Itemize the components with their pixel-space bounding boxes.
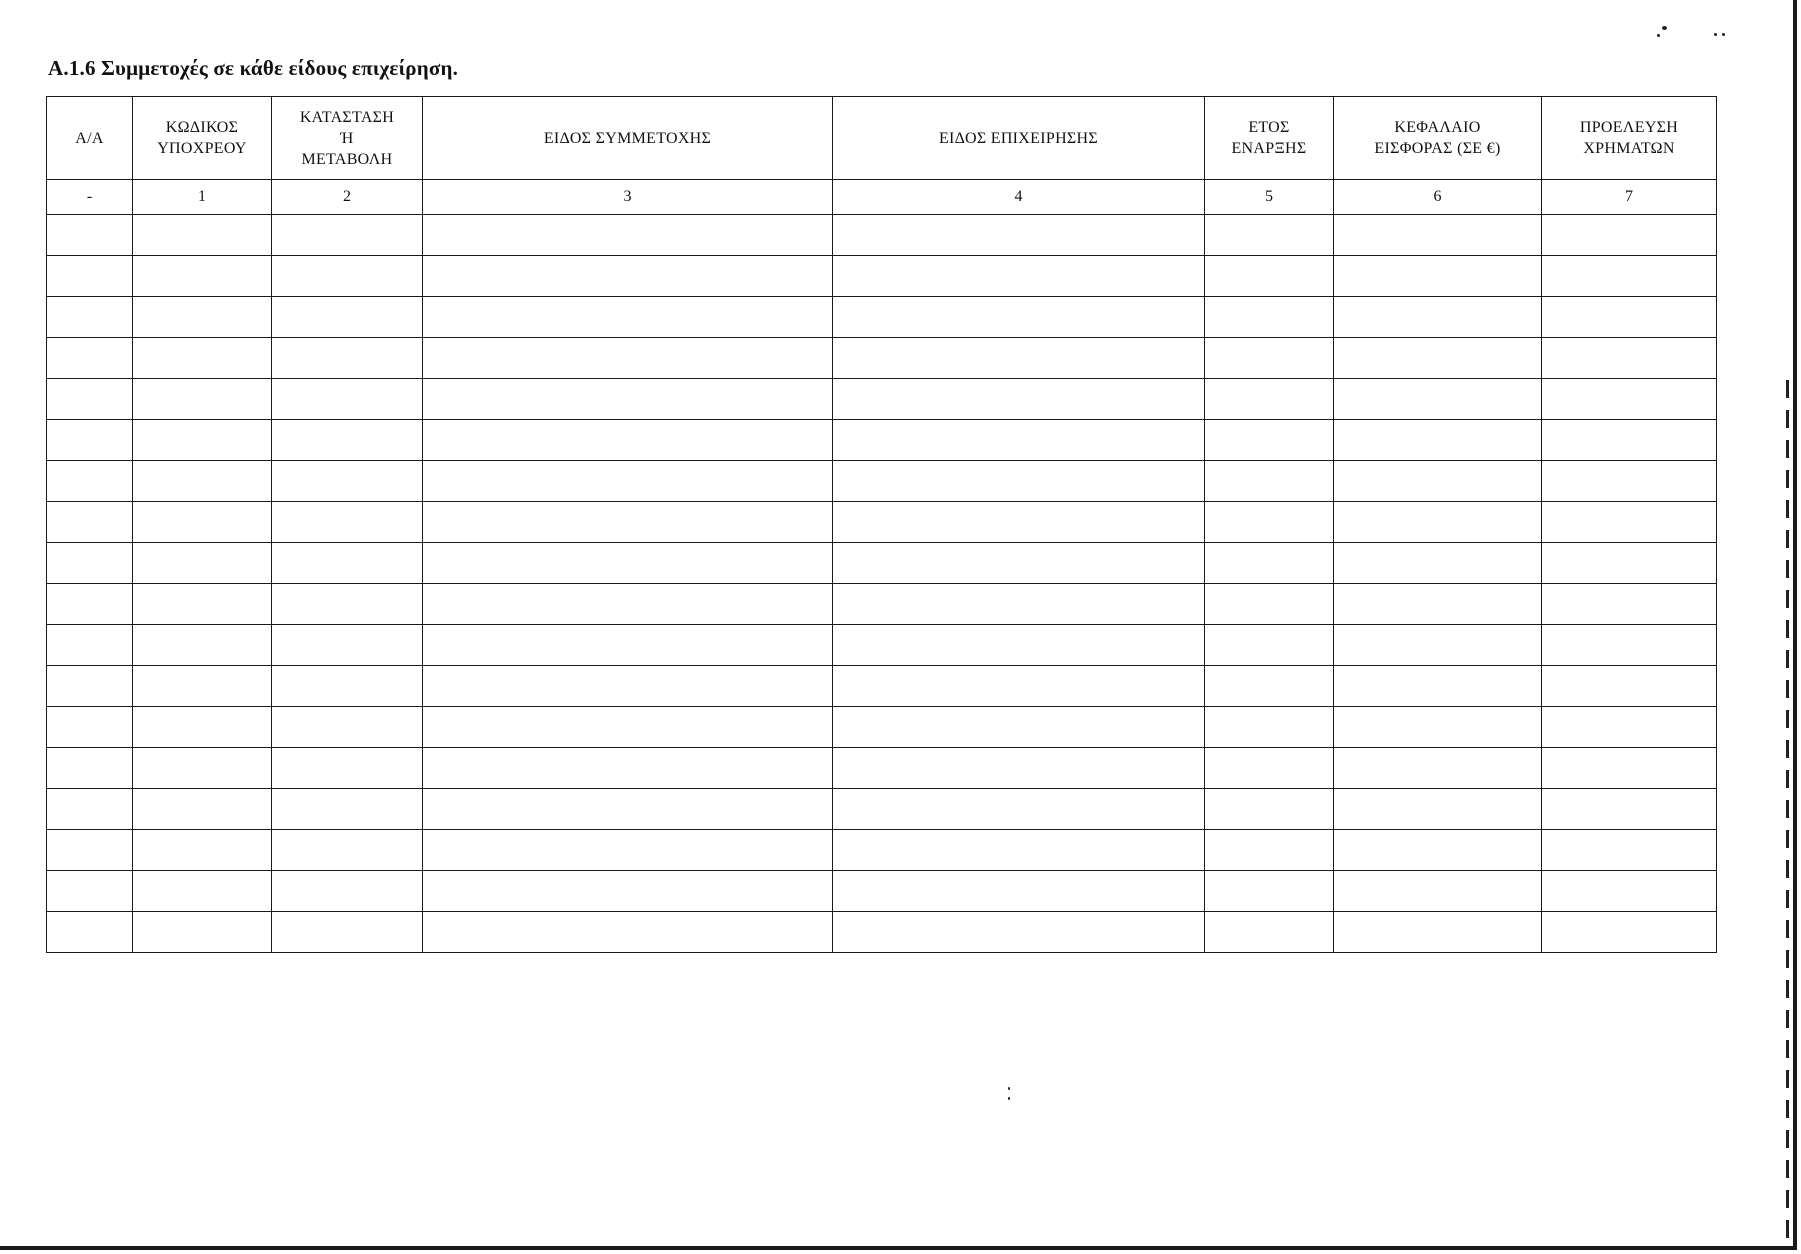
start-year-cell[interactable] bbox=[1205, 789, 1334, 830]
start-year-cell[interactable] bbox=[1205, 420, 1334, 461]
status-cell[interactable] bbox=[272, 830, 423, 871]
business-type-cell[interactable] bbox=[833, 912, 1205, 953]
aa-cell[interactable] bbox=[47, 912, 133, 953]
column-number: 1 bbox=[133, 180, 272, 215]
obligor-code-cell[interactable] bbox=[133, 461, 272, 502]
obligor-code-cell[interactable] bbox=[133, 584, 272, 625]
business-type-cell[interactable] bbox=[833, 584, 1205, 625]
start-year-cell[interactable] bbox=[1205, 215, 1334, 256]
table-row bbox=[47, 625, 1717, 666]
table-row bbox=[47, 338, 1717, 379]
status-cell[interactable] bbox=[272, 789, 423, 830]
business-type-cell[interactable] bbox=[833, 502, 1205, 543]
table-row bbox=[47, 666, 1717, 707]
column-header-contribution-capital: ΚΕΦΑΛΑΙΟ ΕΙΣΦΟΡΑΣ (ΣΕ €) bbox=[1334, 97, 1542, 180]
funds-origin-cell[interactable] bbox=[1542, 297, 1717, 338]
contribution-capital-cell[interactable] bbox=[1334, 830, 1542, 871]
start-year-cell[interactable] bbox=[1205, 830, 1334, 871]
table-row bbox=[47, 912, 1717, 953]
scan-speck bbox=[1722, 33, 1725, 36]
funds-origin-cell[interactable] bbox=[1542, 830, 1717, 871]
contribution-capital-cell[interactable] bbox=[1334, 297, 1542, 338]
participation-type-cell[interactable] bbox=[423, 625, 833, 666]
obligor-code-cell[interactable] bbox=[133, 256, 272, 297]
funds-origin-cell[interactable] bbox=[1542, 707, 1717, 748]
scan-speck bbox=[1657, 34, 1660, 37]
obligor-code-cell[interactable] bbox=[133, 871, 272, 912]
contribution-capital-cell[interactable] bbox=[1334, 338, 1542, 379]
status-cell[interactable] bbox=[272, 461, 423, 502]
scan-speck bbox=[1008, 1097, 1010, 1100]
funds-origin-cell[interactable] bbox=[1542, 789, 1717, 830]
aa-cell[interactable] bbox=[47, 215, 133, 256]
business-type-cell[interactable] bbox=[833, 420, 1205, 461]
column-header-participation-type: ΕΙΔΟΣ ΣΥΜΜΕΤΟΧΗΣ bbox=[423, 97, 833, 180]
status-cell[interactable] bbox=[272, 297, 423, 338]
contribution-capital-cell[interactable] bbox=[1334, 256, 1542, 297]
start-year-cell[interactable] bbox=[1205, 707, 1334, 748]
obligor-code-cell[interactable] bbox=[133, 666, 272, 707]
contribution-capital-cell[interactable] bbox=[1334, 912, 1542, 953]
start-year-cell[interactable] bbox=[1205, 871, 1334, 912]
obligor-code-cell[interactable] bbox=[133, 625, 272, 666]
status-cell[interactable] bbox=[272, 338, 423, 379]
start-year-cell[interactable] bbox=[1205, 256, 1334, 297]
participation-type-cell[interactable] bbox=[423, 789, 833, 830]
contribution-capital-cell[interactable] bbox=[1334, 707, 1542, 748]
funds-origin-cell[interactable] bbox=[1542, 625, 1717, 666]
status-cell[interactable] bbox=[272, 215, 423, 256]
participation-type-cell[interactable] bbox=[423, 584, 833, 625]
start-year-cell[interactable] bbox=[1205, 338, 1334, 379]
column-number: 6 bbox=[1334, 180, 1542, 215]
contribution-capital-cell[interactable] bbox=[1334, 625, 1542, 666]
business-type-cell[interactable] bbox=[833, 625, 1205, 666]
table-row bbox=[47, 543, 1717, 584]
business-type-cell[interactable] bbox=[833, 707, 1205, 748]
business-type-cell[interactable] bbox=[833, 666, 1205, 707]
participation-type-cell[interactable] bbox=[423, 912, 833, 953]
status-cell[interactable] bbox=[272, 502, 423, 543]
aa-cell[interactable] bbox=[47, 789, 133, 830]
business-type-cell[interactable] bbox=[833, 256, 1205, 297]
table-row bbox=[47, 461, 1717, 502]
start-year-cell[interactable] bbox=[1205, 584, 1334, 625]
table-row bbox=[47, 256, 1717, 297]
business-type-cell[interactable] bbox=[833, 297, 1205, 338]
aa-cell[interactable] bbox=[47, 461, 133, 502]
status-cell[interactable] bbox=[272, 912, 423, 953]
scan-speck bbox=[1714, 33, 1717, 36]
participation-type-cell[interactable] bbox=[423, 297, 833, 338]
business-type-cell[interactable] bbox=[833, 543, 1205, 584]
scan-speck bbox=[1008, 1087, 1010, 1090]
column-header-aa: Α/Α bbox=[47, 97, 133, 180]
business-type-cell[interactable] bbox=[833, 461, 1205, 502]
business-type-cell[interactable] bbox=[833, 215, 1205, 256]
column-number: 4 bbox=[833, 180, 1205, 215]
status-cell[interactable] bbox=[272, 379, 423, 420]
contribution-capital-cell[interactable] bbox=[1334, 789, 1542, 830]
table-row bbox=[47, 502, 1717, 543]
start-year-cell[interactable] bbox=[1205, 543, 1334, 584]
status-cell[interactable] bbox=[272, 748, 423, 789]
column-number: - bbox=[47, 180, 133, 215]
contribution-capital-cell[interactable] bbox=[1334, 584, 1542, 625]
participation-type-cell[interactable] bbox=[423, 830, 833, 871]
business-type-cell[interactable] bbox=[833, 379, 1205, 420]
contribution-capital-cell[interactable] bbox=[1334, 871, 1542, 912]
aa-cell[interactable] bbox=[47, 379, 133, 420]
obligor-code-cell[interactable] bbox=[133, 379, 272, 420]
participation-type-cell[interactable] bbox=[423, 748, 833, 789]
start-year-cell[interactable] bbox=[1205, 297, 1334, 338]
obligor-code-cell[interactable] bbox=[133, 830, 272, 871]
aa-cell[interactable] bbox=[47, 625, 133, 666]
funds-origin-cell[interactable] bbox=[1542, 871, 1717, 912]
obligor-code-cell[interactable] bbox=[133, 543, 272, 584]
obligor-code-cell[interactable] bbox=[133, 707, 272, 748]
aa-cell[interactable] bbox=[47, 543, 133, 584]
business-type-cell[interactable] bbox=[833, 871, 1205, 912]
participation-type-cell[interactable] bbox=[423, 256, 833, 297]
status-cell[interactable] bbox=[272, 707, 423, 748]
aa-cell[interactable] bbox=[47, 748, 133, 789]
start-year-cell[interactable] bbox=[1205, 502, 1334, 543]
scan-edge-marks bbox=[1786, 380, 1789, 1240]
obligor-code-cell[interactable] bbox=[133, 748, 272, 789]
status-cell[interactable] bbox=[272, 666, 423, 707]
funds-origin-cell[interactable] bbox=[1542, 666, 1717, 707]
funds-origin-cell[interactable] bbox=[1542, 502, 1717, 543]
table-row bbox=[47, 707, 1717, 748]
contribution-capital-cell[interactable] bbox=[1334, 502, 1542, 543]
business-type-cell[interactable] bbox=[833, 830, 1205, 871]
table-row bbox=[47, 215, 1717, 256]
aa-cell[interactable] bbox=[47, 871, 133, 912]
participation-type-cell[interactable] bbox=[423, 461, 833, 502]
status-cell[interactable] bbox=[272, 625, 423, 666]
column-header-obligor-code: ΚΩΔΙΚΟΣ ΥΠΟΧΡΕΟΥ bbox=[133, 97, 272, 180]
aa-cell[interactable] bbox=[47, 666, 133, 707]
table-row bbox=[47, 748, 1717, 789]
scan-speck bbox=[1662, 26, 1667, 30]
start-year-cell[interactable] bbox=[1205, 379, 1334, 420]
participation-type-cell[interactable] bbox=[423, 543, 833, 584]
business-type-cell[interactable] bbox=[833, 789, 1205, 830]
participation-type-cell[interactable] bbox=[423, 666, 833, 707]
column-header-start-year: ΕΤΟΣ ΕΝΑΡΞΗΣ bbox=[1205, 97, 1334, 180]
status-cell[interactable] bbox=[272, 543, 423, 584]
participation-type-cell[interactable] bbox=[423, 871, 833, 912]
participations-table bbox=[46, 96, 1717, 953]
obligor-code-cell[interactable] bbox=[133, 420, 272, 461]
status-cell[interactable] bbox=[272, 420, 423, 461]
obligor-code-cell[interactable] bbox=[133, 502, 272, 543]
obligor-code-cell[interactable] bbox=[133, 215, 272, 256]
column-number: 3 bbox=[423, 180, 833, 215]
business-type-cell[interactable] bbox=[833, 338, 1205, 379]
aa-cell[interactable] bbox=[47, 420, 133, 461]
participation-type-cell[interactable] bbox=[423, 215, 833, 256]
funds-origin-cell[interactable] bbox=[1542, 256, 1717, 297]
obligor-code-cell[interactable] bbox=[133, 789, 272, 830]
funds-origin-cell[interactable] bbox=[1542, 338, 1717, 379]
funds-origin-cell[interactable] bbox=[1542, 215, 1717, 256]
contribution-capital-cell[interactable] bbox=[1334, 461, 1542, 502]
participation-type-cell[interactable] bbox=[423, 502, 833, 543]
status-cell[interactable] bbox=[272, 256, 423, 297]
contribution-capital-cell[interactable] bbox=[1334, 748, 1542, 789]
funds-origin-cell[interactable] bbox=[1542, 420, 1717, 461]
contribution-capital-cell[interactable] bbox=[1334, 379, 1542, 420]
start-year-cell[interactable] bbox=[1205, 912, 1334, 953]
status-cell[interactable] bbox=[272, 584, 423, 625]
contribution-capital-cell[interactable] bbox=[1334, 215, 1542, 256]
aa-cell[interactable] bbox=[47, 707, 133, 748]
obligor-code-cell[interactable] bbox=[133, 297, 272, 338]
table-row bbox=[47, 789, 1717, 830]
table-row bbox=[47, 830, 1717, 871]
column-number: 7 bbox=[1542, 180, 1717, 215]
column-header-business-type: ΕΙΔΟΣ ΕΠΙΧΕΙΡΗΣΗΣ bbox=[833, 97, 1205, 180]
table-row bbox=[47, 871, 1717, 912]
column-header-status-or-change: ΚΑΤΑΣΤΑΣΗ Ή ΜΕΤΑΒΟΛΗ bbox=[272, 97, 423, 180]
column-number-row bbox=[47, 180, 1717, 215]
contribution-capital-cell[interactable] bbox=[1334, 543, 1542, 584]
aa-cell[interactable] bbox=[47, 502, 133, 543]
aa-cell[interactable] bbox=[47, 584, 133, 625]
obligor-code-cell[interactable] bbox=[133, 912, 272, 953]
table-row bbox=[47, 584, 1717, 625]
participation-type-cell[interactable] bbox=[423, 420, 833, 461]
table-body bbox=[47, 215, 1717, 953]
participation-type-cell[interactable] bbox=[423, 338, 833, 379]
funds-origin-cell[interactable] bbox=[1542, 461, 1717, 502]
participation-type-cell[interactable] bbox=[423, 379, 833, 420]
contribution-capital-cell[interactable] bbox=[1334, 666, 1542, 707]
aa-cell[interactable] bbox=[47, 338, 133, 379]
start-year-cell[interactable] bbox=[1205, 461, 1334, 502]
funds-origin-cell[interactable] bbox=[1542, 543, 1717, 584]
participation-type-cell[interactable] bbox=[423, 707, 833, 748]
business-type-cell[interactable] bbox=[833, 748, 1205, 789]
start-year-cell[interactable] bbox=[1205, 748, 1334, 789]
header-row bbox=[47, 97, 1717, 180]
start-year-cell[interactable] bbox=[1205, 666, 1334, 707]
table-row bbox=[47, 379, 1717, 420]
funds-origin-cell[interactable] bbox=[1542, 748, 1717, 789]
funds-origin-cell[interactable] bbox=[1542, 912, 1717, 953]
start-year-cell[interactable] bbox=[1205, 625, 1334, 666]
column-number: 2 bbox=[272, 180, 423, 215]
aa-cell[interactable] bbox=[47, 256, 133, 297]
column-number: 5 bbox=[1205, 180, 1334, 215]
section-title: A.1.6 Συμμετοχές σε κάθε είδους επιχείρηση. bbox=[48, 56, 459, 80]
status-cell[interactable] bbox=[272, 871, 423, 912]
column-header-funds-origin: ΠΡΟΕΛΕΥΣΗ ΧΡΗΜΑΤΩΝ bbox=[1542, 97, 1717, 180]
aa-cell[interactable] bbox=[47, 830, 133, 871]
table-row bbox=[47, 420, 1717, 461]
contribution-capital-cell[interactable] bbox=[1334, 420, 1542, 461]
obligor-code-cell[interactable] bbox=[133, 338, 272, 379]
table-row bbox=[47, 297, 1717, 338]
funds-origin-cell[interactable] bbox=[1542, 584, 1717, 625]
aa-cell[interactable] bbox=[47, 297, 133, 338]
funds-origin-cell[interactable] bbox=[1542, 379, 1717, 420]
